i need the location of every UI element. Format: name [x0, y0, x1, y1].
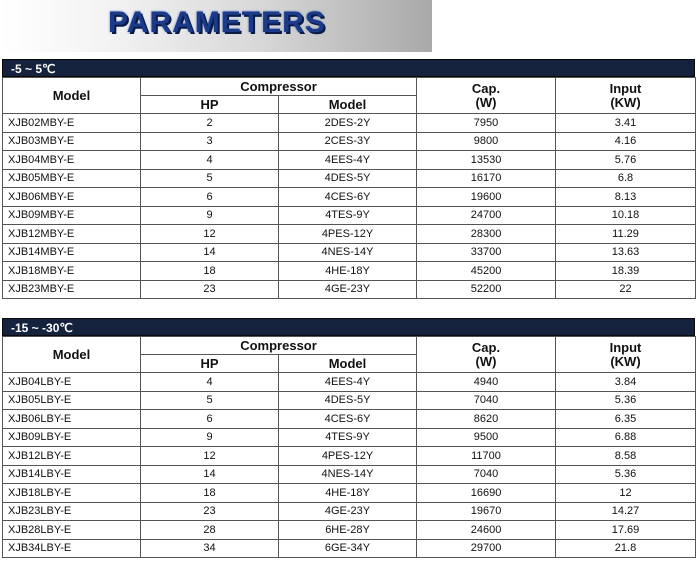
cell-model: XJB14MBY-E — [3, 243, 141, 262]
header-model: Model — [3, 337, 141, 373]
cell-model: XJB28LBY-E — [3, 521, 141, 540]
cell-compressor: 4HE-18Y — [279, 484, 417, 503]
cell-compressor: 2DES-2Y — [279, 114, 417, 133]
cell-cap: 9500 — [417, 428, 556, 447]
cell-cap: 45200 — [417, 262, 556, 281]
cell-model: XJB05LBY-E — [3, 391, 141, 410]
cell-model: XJB14LBY-E — [3, 465, 141, 484]
table-row — [3, 373, 696, 392]
cell-input: 6.35 — [556, 410, 696, 429]
cell-model: XJB09MBY-E — [3, 206, 141, 225]
header-compressor-model: Model — [279, 96, 417, 114]
cell-hp: 2 — [141, 114, 279, 133]
cell-input: 5.36 — [556, 465, 696, 484]
cell-compressor: 2CES-3Y — [279, 132, 417, 151]
cell-compressor: 4HE-18Y — [279, 262, 417, 281]
table-row — [3, 391, 696, 410]
cell-cap: 7040 — [417, 391, 556, 410]
cell-input: 10.18 — [556, 206, 696, 225]
cell-input: 5.76 — [556, 151, 696, 170]
cell-model: XJB06LBY-E — [3, 410, 141, 429]
table-row — [3, 225, 696, 244]
header-cap-line2: (W) — [475, 353, 497, 369]
cell-compressor: 4DES-5Y — [279, 391, 417, 410]
parameters-table — [2, 336, 696, 558]
cell-compressor: 6GE-34Y — [279, 539, 417, 558]
page-title: PARAMETERS — [108, 6, 326, 39]
header-cap-line1: Cap. — [471, 80, 501, 96]
cell-hp: 23 — [141, 280, 279, 299]
cell-hp: 4 — [141, 373, 279, 392]
cell-cap: 16170 — [417, 169, 556, 188]
cell-compressor: 4TES-9Y — [279, 206, 417, 225]
cell-compressor: 4EES-4Y — [279, 151, 417, 170]
cell-input: 6.8 — [556, 169, 696, 188]
table-row — [3, 132, 696, 151]
cell-hp: 12 — [141, 225, 279, 244]
cell-cap: 11700 — [417, 447, 556, 466]
cell-model: XJB06MBY-E — [3, 188, 141, 207]
header-hp: HP — [141, 355, 279, 373]
cell-hp: 18 — [141, 262, 279, 281]
header-input — [556, 78, 696, 114]
cell-model: XJB12LBY-E — [3, 447, 141, 466]
cell-cap: 24700 — [417, 206, 556, 225]
table-row — [3, 243, 696, 262]
cell-hp: 3 — [141, 132, 279, 151]
cell-model: XJB03MBY-E — [3, 132, 141, 151]
cell-cap: 7040 — [417, 465, 556, 484]
cell-cap: 9800 — [417, 132, 556, 151]
header-input-line1: Input — [609, 80, 642, 96]
cell-input: 5.36 — [556, 391, 696, 410]
cell-hp: 4 — [141, 151, 279, 170]
section-medium-temp — [2, 59, 695, 299]
cell-input: 3.41 — [556, 114, 696, 133]
cell-input: 13.63 — [556, 243, 696, 262]
cell-model: XJB09LBY-E — [3, 428, 141, 447]
header-cap — [417, 78, 556, 114]
cell-input: 11.29 — [556, 225, 696, 244]
cell-cap: 8620 — [417, 410, 556, 429]
cell-input: 8.13 — [556, 188, 696, 207]
header-cap-line2: (W) — [475, 94, 497, 110]
cell-input: 22 — [556, 280, 696, 299]
cell-input: 21.8 — [556, 539, 696, 558]
header-input-line2: (KW) — [610, 353, 641, 369]
cell-hp: 18 — [141, 484, 279, 503]
cell-hp: 6 — [141, 188, 279, 207]
cell-compressor: 4DES-5Y — [279, 169, 417, 188]
table-row — [3, 521, 696, 540]
cell-model: XJB34LBY-E — [3, 539, 141, 558]
cell-compressor: 4GE-23Y — [279, 280, 417, 299]
section-title: -15 ~ -30℃ — [2, 318, 695, 336]
header-cap — [417, 337, 556, 373]
cell-input: 17.69 — [556, 521, 696, 540]
cell-compressor: 4EES-4Y — [279, 373, 417, 392]
cell-hp: 12 — [141, 447, 279, 466]
header-input-line1: Input — [609, 339, 642, 355]
table-row — [3, 502, 696, 521]
header-model: Model — [3, 78, 141, 114]
cell-cap: 13530 — [417, 151, 556, 170]
cell-model: XJB02MBY-E — [3, 114, 141, 133]
table-row — [3, 280, 696, 299]
cell-hp: 28 — [141, 521, 279, 540]
header-hp: HP — [141, 96, 279, 114]
cell-cap: 33700 — [417, 243, 556, 262]
cell-compressor: 4PES-12Y — [279, 447, 417, 466]
cell-compressor: 4NES-14Y — [279, 465, 417, 484]
cell-hp: 14 — [141, 243, 279, 262]
cell-cap: 28300 — [417, 225, 556, 244]
cell-cap: 19670 — [417, 502, 556, 521]
cell-model: XJB23MBY-E — [3, 280, 141, 299]
parameters-banner — [0, 0, 432, 52]
header-cap-line1: Cap. — [471, 339, 501, 355]
table-row — [3, 465, 696, 484]
cell-hp: 6 — [141, 410, 279, 429]
cell-cap: 7950 — [417, 114, 556, 133]
cell-input: 18.39 — [556, 262, 696, 281]
table-row — [3, 447, 696, 466]
cell-compressor: 4TES-9Y — [279, 428, 417, 447]
cell-model: XJB12MBY-E — [3, 225, 141, 244]
table-row — [3, 484, 696, 503]
cell-model: XJB05MBY-E — [3, 169, 141, 188]
table-row — [3, 428, 696, 447]
table-row — [3, 169, 696, 188]
cell-compressor: 6HE-28Y — [279, 521, 417, 540]
cell-hp: 14 — [141, 465, 279, 484]
header-input — [556, 337, 696, 373]
cell-cap: 52200 — [417, 280, 556, 299]
cell-hp: 5 — [141, 391, 279, 410]
cell-input: 12 — [556, 484, 696, 503]
cell-model: XJB04MBY-E — [3, 151, 141, 170]
table-row — [3, 410, 696, 429]
cell-cap: 19600 — [417, 188, 556, 207]
section-low-temp — [2, 318, 695, 558]
header-input-line2: (KW) — [610, 94, 641, 110]
cell-model: XJB18MBY-E — [3, 262, 141, 281]
parameters-table — [2, 77, 696, 299]
cell-cap: 4940 — [417, 373, 556, 392]
cell-compressor: 4CES-6Y — [279, 188, 417, 207]
cell-input: 3.84 — [556, 373, 696, 392]
table-row — [3, 206, 696, 225]
cell-hp: 9 — [141, 206, 279, 225]
cell-cap: 29700 — [417, 539, 556, 558]
cell-compressor: 4PES-12Y — [279, 225, 417, 244]
cell-compressor: 4GE-23Y — [279, 502, 417, 521]
cell-hp: 9 — [141, 428, 279, 447]
cell-input: 8.58 — [556, 447, 696, 466]
table-row — [3, 262, 696, 281]
cell-hp: 23 — [141, 502, 279, 521]
header-compressor: Compressor — [141, 337, 417, 355]
cell-cap: 24600 — [417, 521, 556, 540]
cell-input: 6.88 — [556, 428, 696, 447]
cell-compressor: 4NES-14Y — [279, 243, 417, 262]
cell-compressor: 4CES-6Y — [279, 410, 417, 429]
cell-model: XJB04LBY-E — [3, 373, 141, 392]
table-row — [3, 188, 696, 207]
table-row — [3, 151, 696, 170]
cell-input: 14.27 — [556, 502, 696, 521]
header-compressor-model: Model — [279, 355, 417, 373]
cell-input: 4.16 — [556, 132, 696, 151]
cell-model: XJB23LBY-E — [3, 502, 141, 521]
cell-hp: 34 — [141, 539, 279, 558]
table-row — [3, 114, 696, 133]
section-title: -5 ~ 5℃ — [2, 59, 695, 77]
cell-cap: 16690 — [417, 484, 556, 503]
cell-hp: 5 — [141, 169, 279, 188]
header-compressor: Compressor — [141, 78, 417, 96]
cell-model: XJB18LBY-E — [3, 484, 141, 503]
table-row — [3, 539, 696, 558]
